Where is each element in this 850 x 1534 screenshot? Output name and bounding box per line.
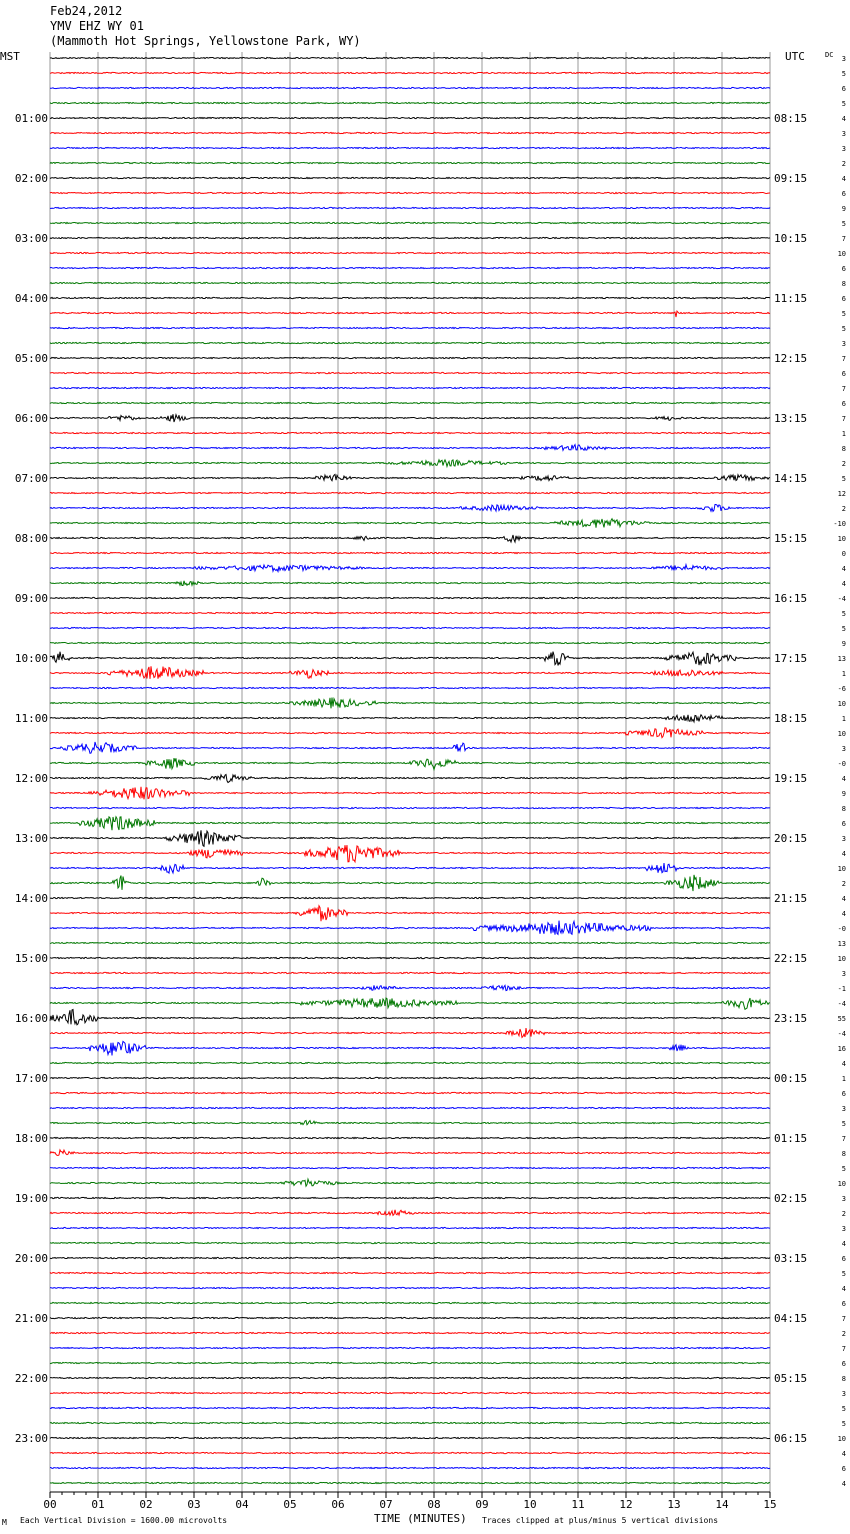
dc-offset-label: 4: [841, 580, 846, 588]
dc-offset-label: 4: [841, 1285, 846, 1293]
dc-offset-label: 10: [837, 955, 846, 963]
trace-line: [50, 758, 770, 769]
dc-offset-label: 4: [841, 1060, 846, 1068]
dc-offset-label: 9: [841, 205, 846, 213]
dc-offset-label: 2: [841, 880, 846, 888]
mst-hour-label: 06:00: [14, 412, 48, 425]
x-tick-label: 04: [235, 1498, 249, 1511]
x-tick-label: 06: [331, 1498, 345, 1511]
trace-line: [50, 147, 770, 148]
dc-offset-label: 8: [841, 805, 846, 813]
mst-hour-label: 03:00: [14, 232, 48, 245]
trace-line: [50, 845, 770, 862]
dc-offset-label: 16: [837, 1045, 846, 1053]
trace-line: [50, 666, 770, 679]
trace-line: [50, 875, 770, 891]
dc-offset-label: 9: [841, 790, 846, 798]
dc-offset-label: 5: [841, 1405, 846, 1413]
mst-hour-label: 09:00: [14, 592, 48, 605]
dc-offset-label: 7: [841, 355, 846, 363]
trace-line: [50, 698, 770, 709]
dc-offset-label: 10: [837, 250, 846, 258]
trace-line: [50, 72, 770, 73]
dc-offset-label: 13: [837, 655, 846, 663]
trace-line: [50, 897, 770, 898]
trace-line: [50, 1028, 770, 1037]
utc-hour-label: 13:15: [774, 412, 808, 425]
utc-hour-label: 17:15: [774, 652, 808, 665]
dc-offset-label: 3: [841, 130, 846, 138]
clipping-note: Traces clipped at plus/minus 5 vertical divisions: [482, 1516, 719, 1525]
dc-offset-label: 8: [841, 280, 846, 288]
trace-line: [50, 906, 770, 921]
dc-offset-label: 6: [841, 85, 846, 93]
trace-line: [50, 162, 770, 163]
trace-line: [50, 715, 770, 722]
dc-offset-label: 7: [841, 235, 846, 243]
x-axis-title: TIME (MINUTES): [374, 1512, 467, 1525]
trace-line: [50, 117, 770, 118]
dc-offset-label: 5: [841, 325, 846, 333]
dc-offset-label: 55: [837, 1015, 846, 1023]
trace-line: [50, 460, 770, 467]
dc-offset-label: 3: [841, 55, 846, 63]
trace-line: [50, 297, 770, 298]
dc-offset-label: 2: [841, 460, 846, 468]
trace-line: [50, 1317, 770, 1318]
right-timezone-label: UTC: [785, 50, 805, 63]
mst-hour-label: 18:00: [14, 1132, 48, 1145]
mst-hour-label: 17:00: [14, 1072, 48, 1085]
mst-hour-label: 16:00: [14, 1012, 48, 1025]
dc-offset-label: 5: [841, 1165, 846, 1173]
trace-line: [50, 581, 770, 586]
trace-line: [50, 1257, 770, 1258]
trace-line: [50, 597, 770, 598]
mst-hour-label: 04:00: [14, 292, 48, 305]
dc-offset-label: -1: [837, 985, 846, 993]
dc-offset-label: 4: [841, 850, 846, 858]
dc-offset-label: 6: [841, 820, 846, 828]
trace-line: [50, 1092, 770, 1093]
dc-offset-label: 7: [841, 1345, 846, 1353]
trace-line: [50, 282, 770, 283]
trace-line: [50, 1482, 770, 1483]
trace-line: [50, 1407, 770, 1408]
dc-offset-label: 9: [841, 640, 846, 648]
trace-line: [50, 327, 770, 328]
dc-offset-label: 3: [841, 1390, 846, 1398]
utc-hour-label: 14:15: [774, 472, 808, 485]
trace-line: [50, 1179, 770, 1186]
dc-offset-label: 12: [837, 490, 846, 498]
dc-offset-label: 5: [841, 100, 846, 108]
trace-line: [50, 1121, 770, 1125]
dc-offset-label: -10: [833, 520, 846, 528]
x-tick-label: 08: [427, 1498, 441, 1511]
dc-offset-label: 4: [841, 895, 846, 903]
trace-line: [50, 1137, 770, 1138]
trace-line: [50, 57, 770, 58]
trace-line: [50, 1010, 770, 1025]
trace-line: [50, 652, 770, 666]
trace-line: [50, 1302, 770, 1303]
trace-line: [50, 387, 770, 388]
trace-line: [50, 1377, 770, 1378]
dc-offset-label: 6: [841, 1300, 846, 1308]
x-tick-label: 12: [619, 1498, 633, 1511]
trace-line: [50, 1150, 770, 1156]
dc-offset-label: 3: [841, 835, 846, 843]
left-timezone-label: MST: [0, 50, 20, 63]
dc-offset-label: -4: [837, 1030, 846, 1038]
dc-offset-label: 5: [841, 220, 846, 228]
x-tick-label: 01: [91, 1498, 105, 1511]
utc-hour-label: 03:15: [774, 1252, 808, 1265]
trace-line: [50, 1362, 770, 1363]
dc-offset-label: 3: [841, 1225, 846, 1233]
utc-hour-label: 00:15: [774, 1072, 808, 1085]
mst-hour-label: 13:00: [14, 832, 48, 845]
dc-offset-label: -0: [837, 925, 846, 933]
trace-line: [50, 807, 770, 808]
trace-line: [50, 357, 770, 358]
trace-line: [50, 1452, 770, 1453]
dc-offset-label: -4: [837, 595, 846, 603]
dc-offset-label: 10: [837, 865, 846, 873]
x-tick-label: 11: [571, 1498, 585, 1511]
utc-hour-label: 10:15: [774, 232, 808, 245]
dc-offset-label: -4: [837, 1000, 846, 1008]
dc-offset-label: 3: [841, 340, 846, 348]
dc-offset-label: 7: [841, 1135, 846, 1143]
trace-line: [50, 519, 770, 528]
mst-hour-label: 02:00: [14, 172, 48, 185]
dc-offset-label: -6: [837, 685, 846, 693]
dc-offset-label: 1: [841, 1075, 846, 1083]
trace-line: [50, 132, 770, 133]
dc-offset-label: 6: [841, 1255, 846, 1263]
dc-offset-label: 2: [841, 1330, 846, 1338]
trace-line: [50, 267, 770, 268]
dc-offset-label: -0: [837, 760, 846, 768]
utc-hour-label: 09:15: [774, 172, 808, 185]
trace-line: [50, 830, 770, 846]
trace-line: [50, 1210, 770, 1216]
dc-offset-label: 7: [841, 1315, 846, 1323]
trace-line: [50, 972, 770, 973]
x-tick-label: 03: [187, 1498, 201, 1511]
dc-offset-label: 6: [841, 1360, 846, 1368]
trace-line: [50, 237, 770, 238]
mst-hour-label: 07:00: [14, 472, 48, 485]
utc-hour-label: 15:15: [774, 532, 808, 545]
mst-hour-label: 01:00: [14, 112, 48, 125]
x-tick-label: 05: [283, 1498, 297, 1511]
trace-line: [50, 565, 770, 572]
dc-offset-label: 8: [841, 1375, 846, 1383]
dc-offset-label: 10: [837, 1435, 846, 1443]
mst-hour-label: 08:00: [14, 532, 48, 545]
mst-hour-label: 21:00: [14, 1312, 48, 1325]
dc-offset-label: 5: [841, 70, 846, 78]
dc-offset-label: 3: [841, 145, 846, 153]
trace-line: [50, 414, 770, 422]
mst-hour-label: 10:00: [14, 652, 48, 665]
mst-hour-label: 05:00: [14, 352, 48, 365]
trace-line: [50, 1242, 770, 1243]
dc-offset-label: 2: [841, 1210, 846, 1218]
utc-hour-label: 02:15: [774, 1192, 808, 1205]
dc-offset-label: 3: [841, 745, 846, 753]
dc-offset-label: 4: [841, 910, 846, 918]
trace-line: [50, 921, 770, 935]
dc-offset-label: 7: [841, 385, 846, 393]
trace-line: [50, 863, 770, 873]
dc-offset-label: 5: [841, 1420, 846, 1428]
x-tick-label: 10: [523, 1498, 537, 1511]
utc-hour-label: 19:15: [774, 772, 808, 785]
utc-hour-label: 04:15: [774, 1312, 808, 1325]
x-tick-label: 07: [379, 1498, 393, 1511]
dc-offset-label: 10: [837, 1180, 846, 1188]
dc-offset-label: 2: [841, 505, 846, 513]
mst-hour-label: 14:00: [14, 892, 48, 905]
dc-offset-label: 6: [841, 190, 846, 198]
x-tick-label: 14: [715, 1498, 729, 1511]
dc-offset-label: 4: [841, 115, 846, 123]
date-label: Feb24,2012: [50, 4, 123, 18]
trace-line: [50, 1437, 770, 1438]
utc-hour-label: 01:15: [774, 1132, 808, 1145]
dc-offset-label: 4: [841, 565, 846, 573]
trace-line: [50, 1422, 770, 1423]
dc-offset-label: 8: [841, 1150, 846, 1158]
trace-line: [50, 1467, 770, 1468]
dc-offset-label: 1: [841, 670, 846, 678]
station-label: YMV EHZ WY 01: [50, 19, 144, 33]
mst-hour-label: 15:00: [14, 952, 48, 965]
trace-line: [50, 177, 770, 178]
vertical-division-note: Each Vertical Division = 1600.00 microvolts: [20, 1516, 228, 1525]
trace-line: [50, 1197, 770, 1198]
trace-line: [50, 222, 770, 223]
mst-hour-label: 11:00: [14, 712, 48, 725]
dc-offset-label: 8: [841, 445, 846, 453]
trace-line: [50, 728, 770, 738]
mst-hour-label: 20:00: [14, 1252, 48, 1265]
trace-line: [50, 1062, 770, 1063]
dc-offset-label: 7: [841, 415, 846, 423]
dc-offset-label: 6: [841, 1090, 846, 1098]
trace-line: [50, 1107, 770, 1108]
trace-line: [50, 402, 770, 403]
dc-offset-label: 5: [841, 1120, 846, 1128]
dc-offset-label: 5: [841, 610, 846, 618]
trace-line: [50, 687, 770, 688]
dc-offset-label: 0: [841, 550, 846, 558]
x-tick-label: 00: [43, 1498, 57, 1511]
trace-line: [50, 1077, 770, 1078]
dc-offset-label: 10: [837, 700, 846, 708]
trace-line: [50, 957, 770, 958]
x-tick-label: 09: [475, 1498, 489, 1511]
trace-line: [50, 612, 770, 613]
dc-offset-label: 5: [841, 1270, 846, 1278]
mst-hour-label: 12:00: [14, 772, 48, 785]
dc-offset-label: 5: [841, 475, 846, 483]
dc-offset-label: 3: [841, 970, 846, 978]
trace-line: [50, 985, 770, 990]
trace-line: [50, 192, 770, 193]
trace-line: [50, 775, 770, 783]
trace-line: [50, 1041, 770, 1055]
dc-offset-label: 4: [841, 1240, 846, 1248]
trace-line: [50, 998, 770, 1009]
utc-hour-label: 12:15: [774, 352, 808, 365]
dc-offset-label: 4: [841, 1480, 846, 1488]
trace-line: [50, 445, 770, 451]
dc-offset-label: 10: [837, 535, 846, 543]
dc-offset-label: 13: [837, 940, 846, 948]
mst-hour-label: 23:00: [14, 1432, 48, 1445]
trace-line: [50, 1227, 770, 1228]
utc-hour-label: 18:15: [774, 712, 808, 725]
utc-hour-label: 06:15: [774, 1432, 808, 1445]
dc-offset-label: 2: [841, 160, 846, 168]
trace-line: [50, 505, 770, 512]
trace-line: [50, 474, 770, 480]
corner-mark: M: [2, 1518, 7, 1527]
trace-line: [50, 642, 770, 643]
dc-offset-label: 6: [841, 370, 846, 378]
utc-hour-label: 05:15: [774, 1372, 808, 1385]
trace-line: [50, 1347, 770, 1348]
trace-line: [50, 432, 770, 433]
utc-hour-label: 21:15: [774, 892, 808, 905]
trace-line: [50, 252, 770, 253]
trace-line: [50, 311, 770, 317]
dc-offset-label: 6: [841, 295, 846, 303]
utc-hour-label: 11:15: [774, 292, 808, 305]
utc-hour-label: 20:15: [774, 832, 808, 845]
dc-offset-label: 5: [841, 625, 846, 633]
trace-line: [50, 787, 770, 800]
dc-offset-label: 4: [841, 775, 846, 783]
dc-offset-label: 6: [841, 400, 846, 408]
trace-line: [50, 1332, 770, 1333]
utc-hour-label: 22:15: [774, 952, 808, 965]
x-tick-label: 13: [667, 1498, 681, 1511]
mst-hour-label: 19:00: [14, 1192, 48, 1205]
dc-offset-label: 4: [841, 175, 846, 183]
location-label: (Mammoth Hot Springs, Yellowstone Park, WY): [50, 34, 361, 48]
trace-line: [50, 552, 770, 553]
dc-offset-label: 1: [841, 715, 846, 723]
utc-hour-label: 23:15: [774, 1012, 808, 1025]
dc-offset-label: 10: [837, 730, 846, 738]
trace-line: [50, 87, 770, 88]
dc-offset-label: 5: [841, 310, 846, 318]
utc-hour-label: 08:15: [774, 112, 808, 125]
trace-line: [50, 102, 770, 103]
dc-offset-label: 3: [841, 1105, 846, 1113]
trace-line: [50, 492, 770, 493]
trace-line: [50, 742, 770, 753]
trace-line: [50, 627, 770, 628]
trace-line: [50, 207, 770, 208]
trace-line: [50, 942, 770, 943]
trace-line: [50, 535, 770, 542]
trace-line: [50, 1287, 770, 1288]
dc-offset-label: 3: [841, 1195, 846, 1203]
trace-line: [50, 1272, 770, 1273]
trace-line: [50, 372, 770, 373]
utc-hour-label: 16:15: [774, 592, 808, 605]
trace-line: [50, 817, 770, 830]
trace-line: [50, 342, 770, 343]
x-tick-label: 02: [139, 1498, 153, 1511]
trace-line: [50, 1167, 770, 1168]
dc-offset-label: 6: [841, 1465, 846, 1473]
mst-hour-label: 22:00: [14, 1372, 48, 1385]
x-tick-label: 15: [763, 1498, 777, 1511]
dc-offset-label: 4: [841, 1450, 846, 1458]
trace-line: [50, 1392, 770, 1393]
dc-label: DC: [825, 51, 834, 59]
dc-offset-label: 6: [841, 265, 846, 273]
dc-offset-label: 1: [841, 430, 846, 438]
